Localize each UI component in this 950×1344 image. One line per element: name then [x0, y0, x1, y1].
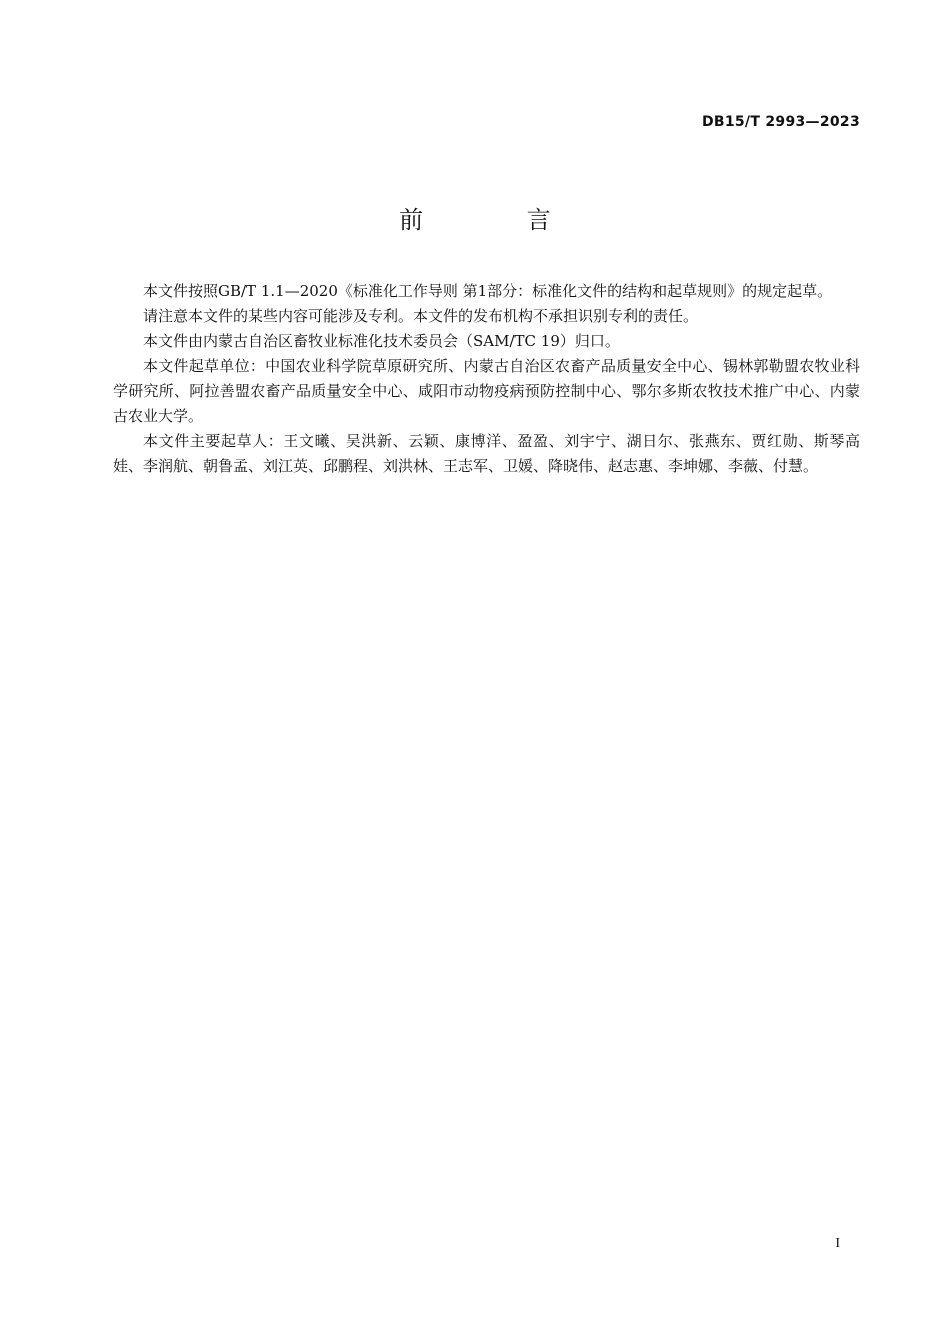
document-number: DB15/T 2993—2023 [701, 114, 860, 130]
paragraph-drafting-units: 本文件起草单位：中国农业科学院草原研究所、内蒙古自治区农畜产品质量安全中心、锡林郭勒盟农牧业科学研究所、阿拉善盟农畜产品质量安全中心、咸阳市动物疫病预防控制中心、鄂尔多斯农牧技术推广中心、内蒙古农业大学。 [113, 357, 860, 425]
paragraph-drafters: 本文件主要起草人：王文曦、吴洪新、云颖、康博洋、盈盈、刘宇宁、湖日尔、张燕东、贾红勋、斯琴高娃、李润航、朝鲁孟、刘江英、邱鹏程、刘洪林、王志军、卫媛、降晓伟、赵志惠、李坤娜、李薇、付慧。 [113, 432, 860, 475]
foreword-body [113, 279, 860, 479]
paragraph-patent-notice: 请注意本文件的某些内容可能涉及专利。本文件的发布机构不承担识别专利的责任。 [143, 307, 699, 325]
page-number: I [835, 1236, 840, 1251]
paragraph-committee: 本文件由内蒙古自治区畜牧业标准化技术委员会（SAM/TC 19）归口。 [143, 332, 620, 350]
page-title: 前 言 [399, 206, 599, 234]
paragraph-drafting-rules: 本文件按照GB/T 1.1—2020《标准化工作导则 第1部分：标准化文件的结构和起草规则》的规定起草。 [143, 282, 833, 300]
